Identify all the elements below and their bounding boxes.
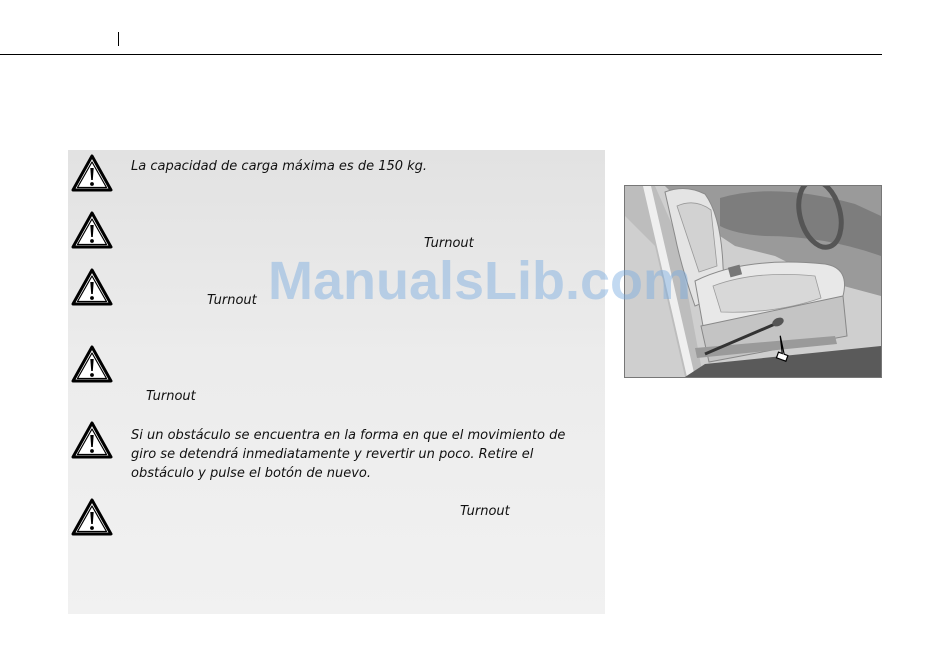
warning-text-1: La capacidad de carga máxima es de 150 kg. — [131, 159, 428, 174]
turnout-label: Turnout — [460, 504, 510, 519]
watermark: ManualsLib.com — [268, 251, 692, 311]
warning-triangle-icon — [71, 268, 113, 306]
warning-triangle-icon — [71, 421, 113, 459]
warning-panel — [68, 150, 605, 614]
turnout-label: Turnout — [207, 293, 257, 308]
header-rule — [0, 54, 882, 55]
warning-triangle-icon — [71, 498, 113, 536]
warning-triangle-icon — [71, 154, 113, 192]
header-tick — [118, 32, 119, 46]
turnout-label: Turnout — [146, 389, 196, 404]
warning-text-5: Si un obstáculo se encuentra en la forma en que el movimiento de giro se detendrá inmediatamente y revertir un poco. Retire el obstáculo y pulse el botón de nuevo. — [131, 428, 566, 481]
warning-triangle-icon — [71, 211, 113, 249]
warning-triangle-icon — [71, 345, 113, 383]
turnout-label: Turnout — [424, 236, 474, 251]
